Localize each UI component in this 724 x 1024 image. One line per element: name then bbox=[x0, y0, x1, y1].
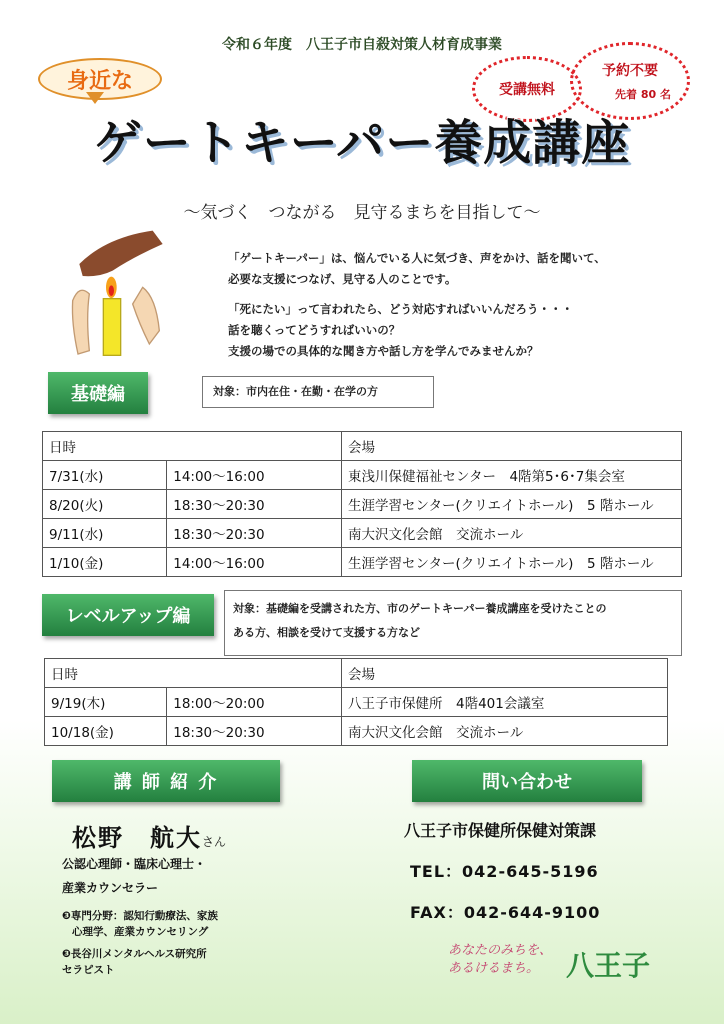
lecturer-name bbox=[72, 818, 226, 853]
datetime-header: 日時 bbox=[43, 432, 342, 461]
time-cell: 18:00～20:00 bbox=[167, 688, 342, 717]
lecturer-section-label: 講 師 紹 介 bbox=[52, 760, 280, 802]
hands-candle-illustration bbox=[66, 224, 166, 364]
basic-section-label: 基礎編 bbox=[48, 372, 148, 414]
venue-cell: 生涯学習センター(クリエイトホール) 5 階ホール bbox=[342, 490, 682, 519]
city-slogan-line1: あなたのみちを、 bbox=[448, 943, 553, 958]
city-logo: 八王子 bbox=[566, 949, 651, 982]
lecturer-credentials bbox=[62, 852, 272, 900]
date-cell: 9/11(水) bbox=[43, 519, 167, 548]
venue-cell: 東浅川保健福祉センター 4階第5･6･7集会室 bbox=[342, 461, 682, 490]
contact-organization: 八王子市保健所保健対策課 bbox=[404, 821, 597, 840]
levelup-section-label: レベルアップ編 bbox=[42, 594, 214, 636]
table-row bbox=[43, 519, 682, 548]
datetime-header: 日時 bbox=[45, 659, 342, 688]
table-row bbox=[45, 717, 668, 746]
city-slogan bbox=[448, 942, 552, 978]
table-row bbox=[45, 688, 668, 717]
affiliation-line-1: ❸長谷川メンタルヘルス研究所 bbox=[62, 948, 207, 960]
venue-header: 会場 bbox=[342, 432, 682, 461]
page-subtitle: ～気づく つながる 見守るまちを目指して～ bbox=[183, 203, 541, 223]
contact-phone[interactable]: TEL：042-645-5196 bbox=[410, 862, 599, 881]
venue-header: 会場 bbox=[342, 659, 668, 688]
city-slogan-line2: あるけるまち。 bbox=[448, 961, 540, 976]
contact-section-label: 問い合わせ bbox=[412, 760, 642, 802]
lecturer-details bbox=[62, 908, 272, 984]
time-cell: 18:30～20:30 bbox=[167, 519, 342, 548]
table-header-row bbox=[45, 659, 668, 688]
time-cell: 18:30～20:30 bbox=[167, 490, 342, 519]
intro-paragraph-1: 「ゲートキーパー」は、悩んでいる人に気づき、声をかけ、話を聞いて、 必要な支援につなげ、見守る人のことです。 bbox=[228, 251, 606, 286]
intro-paragraph-2: 「死にたい」って言われたら、どう対応すればいいんだろう・・・ 話を聴くってどうすればいいの？ 支援の場での具体的な聞き方や話し方を学んでみませんか？ bbox=[228, 302, 573, 358]
capacity-label: 先着 80 名 bbox=[615, 88, 671, 101]
basic-target: 対象：市内在住・在勤・在学の方 bbox=[202, 376, 434, 408]
free-badge: 受講無料 bbox=[472, 56, 582, 122]
lecturer-honorific: さん bbox=[202, 835, 227, 849]
date-cell: 1/10(金) bbox=[43, 548, 167, 577]
speech-bubble: 身近な bbox=[38, 58, 162, 100]
no-reservation-label: 予約不要 bbox=[602, 63, 658, 79]
page-title: ゲートキーパー養成講座 bbox=[93, 115, 631, 171]
venue-cell: 南大沢文化会館 交流ホール bbox=[342, 717, 668, 746]
speech-bubble-tail bbox=[86, 92, 104, 104]
table-header-row bbox=[43, 432, 682, 461]
time-cell: 14:00～16:00 bbox=[167, 461, 342, 490]
date-cell: 8/20(火) bbox=[43, 490, 167, 519]
affiliation-item bbox=[62, 946, 272, 978]
specialty-line-2: 心理学、産業カウンセリング bbox=[72, 926, 209, 938]
contact-fax: FAX：042-644-9100 bbox=[410, 903, 601, 922]
venue-cell: 八王子市保健所 4階401会議室 bbox=[342, 688, 668, 717]
basic-schedule-table bbox=[42, 431, 682, 577]
levelup-target-line2: ある方、相談を受けて支援する方など bbox=[233, 626, 420, 639]
venue-cell: 生涯学習センター(クリエイトホール) 5 階ホール bbox=[342, 548, 682, 577]
contact-info bbox=[390, 818, 680, 941]
levelup-target bbox=[224, 590, 682, 656]
date-cell: 9/19(木) bbox=[45, 688, 167, 717]
levelup-target-line1: 対象：基礎編を受講された方、市のゲートキーパー養成講座を受けたことの bbox=[233, 602, 607, 615]
specialty-item bbox=[62, 908, 272, 940]
table-row bbox=[43, 548, 682, 577]
table-row bbox=[43, 490, 682, 519]
credential-line-1: 公認心理師・臨床心理士・ bbox=[62, 857, 207, 871]
time-cell: 14:00～16:00 bbox=[167, 548, 342, 577]
levelup-schedule-table bbox=[44, 658, 668, 746]
intro-text bbox=[228, 248, 668, 371]
date-cell: 7/31(水) bbox=[43, 461, 167, 490]
table-row bbox=[43, 461, 682, 490]
credential-line-2: 産業カウンセラー bbox=[62, 881, 159, 895]
program-header: 令和６年度 八王子市自殺対策人材育成事業 bbox=[222, 37, 502, 53]
date-cell: 10/18(金) bbox=[45, 717, 167, 746]
lecturer-name-text: 松野 航大 bbox=[72, 824, 202, 852]
affiliation-line-2: セラピスト bbox=[62, 964, 115, 976]
venue-cell: 南大沢文化会館 交流ホール bbox=[342, 519, 682, 548]
specialty-line-1: ❸専門分野：認知行動療法、家族 bbox=[62, 910, 218, 922]
time-cell: 18:30～20:30 bbox=[167, 717, 342, 746]
